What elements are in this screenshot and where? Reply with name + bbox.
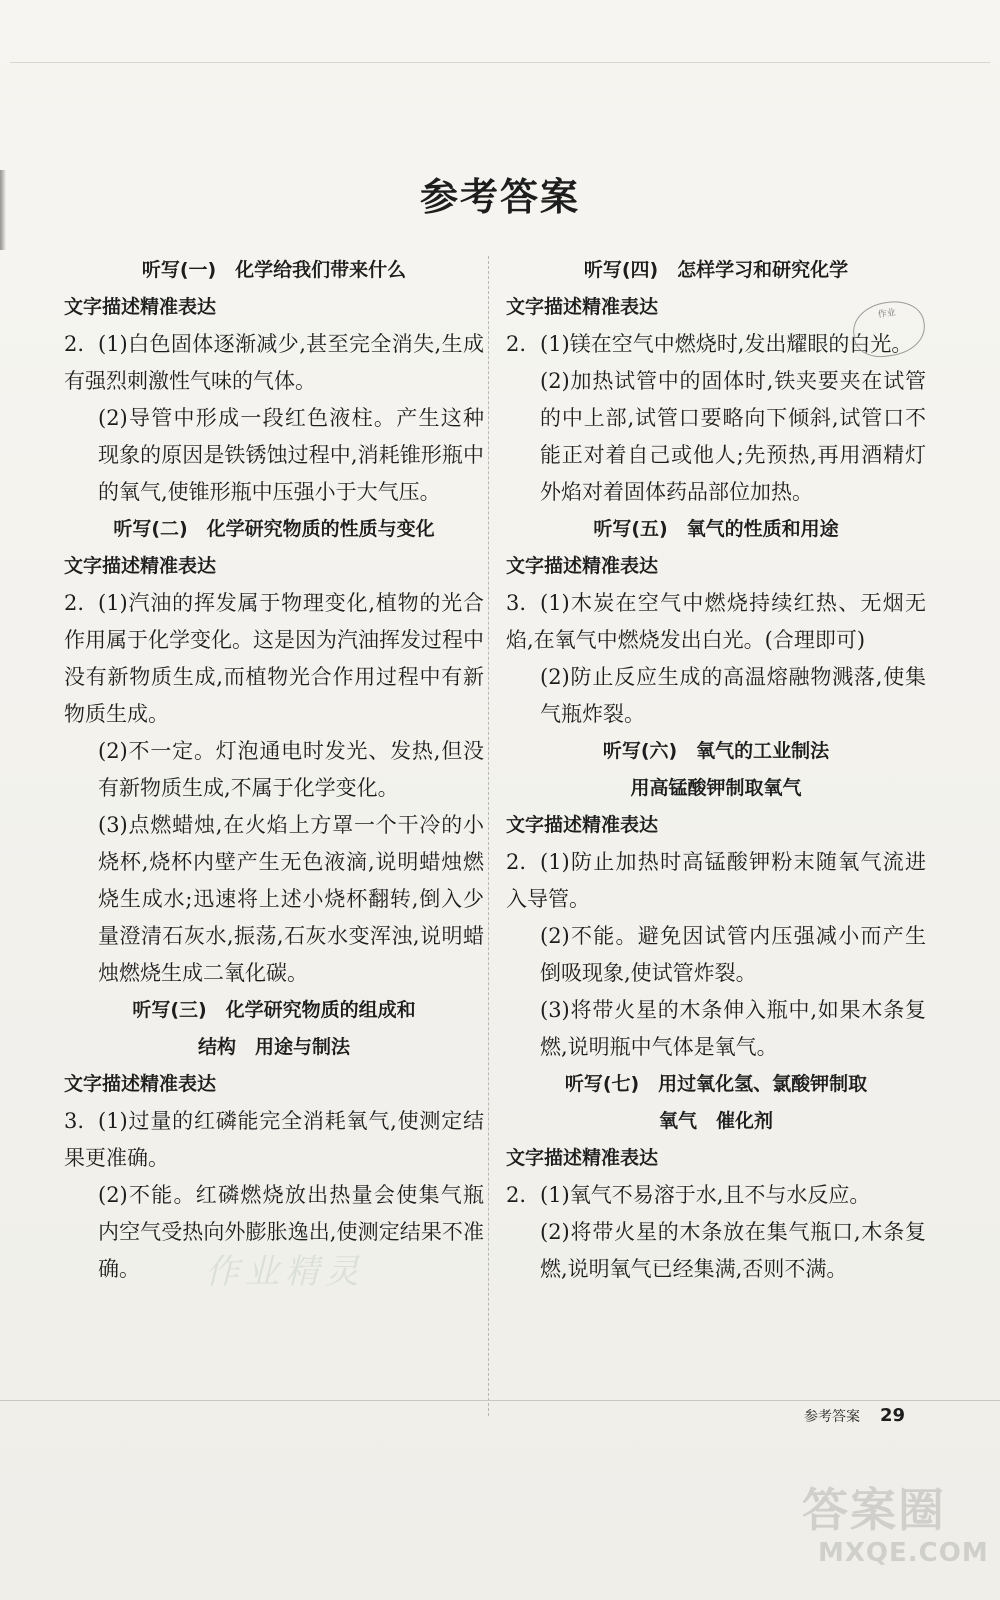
answer-text: (1)汽油的挥发属于物理变化,植物的光合作用属于化学变化。这是因为汽油挥发过程中没有新物质生成,而植物光合作用过程中有新物质生成。 xyxy=(64,591,484,726)
section-title-line2: 氧气 催化剂 xyxy=(658,1110,773,1132)
section-dictation-5 xyxy=(506,511,926,733)
question-number: 2. xyxy=(506,1183,527,1207)
section-title-line2: 结构 用途与制法 xyxy=(197,1036,350,1058)
answer-text: (1)白色固体逐渐减少,甚至完全消失,生成有强烈刺激性气味的气体。 xyxy=(64,332,484,393)
section-title: 听写(五) 氧气的性质和用途 xyxy=(593,518,839,540)
answer-paragraph xyxy=(506,585,926,659)
section-title: 听写(六) 氧气的工业制法 xyxy=(602,740,830,762)
question-number: 2. xyxy=(506,332,527,356)
footer-label: 参考答案 xyxy=(804,1409,860,1425)
answer-paragraph: (2)不能。避免因试管内压强减小而产生倒吸现象,使试管炸裂。 xyxy=(540,924,926,985)
answer-paragraph: (2)加热试管中的固体时,铁夹要夹在试管的中上部,试管口要略向下倾斜,试管口不能正对着自己或他人;先预热,再用酒精灯外焰对着固体药品部位加热。 xyxy=(540,369,926,504)
section-title-line2: 用高锰酸钾制取氧气 xyxy=(630,777,802,799)
answer-paragraph xyxy=(64,585,484,733)
question-number: 3. xyxy=(506,591,527,615)
section-dictation-2 xyxy=(64,511,484,992)
answer-paragraph xyxy=(64,326,484,400)
answer-paragraph xyxy=(506,1177,926,1214)
section-title: 听写(二) 化学研究物质的性质与变化 xyxy=(113,518,435,540)
answer-paragraph: (3)点燃蜡烛,在火焰上方罩一个干冷的小烧杯,烧杯内壁产生无色液滴,说明蜡烛燃烧生成水;迅速将上述小烧杯翻转,倒入少量澄清石灰水,振荡,石灰水变浑浊,说明蜡烛燃烧生成二氧化碳。 xyxy=(98,813,484,985)
answer-paragraph: (2)不一定。灯泡通电时发光、发热,但没有新物质生成,不属于化学变化。 xyxy=(98,739,484,800)
right-column xyxy=(506,252,926,1288)
answer-paragraph: (2)不能。红磷燃烧放出热量会使集气瓶内空气受热向外膨胀逸出,使测定结果不准确。 xyxy=(98,1183,484,1281)
answer-text: (1)氧气不易溶于水,且不与水反应。 xyxy=(540,1183,871,1207)
section-title: 听写(一) 化学给我们带来什么 xyxy=(141,259,407,281)
question-number: 2. xyxy=(64,591,85,615)
question-number: 2. xyxy=(506,850,527,874)
watermark-text: 作业精灵 xyxy=(205,1252,365,1292)
answer-text: (1)木炭在空气中燃烧持续红热、无烟无焰,在氧气中燃烧发出白光。(合理即可) xyxy=(506,591,926,652)
section-subtitle: 文字描述精准表达 xyxy=(506,555,659,577)
answer-paragraph: (2)导管中形成一段红色液柱。产生这种现象的原因是铁锈蚀过程中,消耗锥形瓶中的氧气,使锥形瓶中压强小于大气压。 xyxy=(98,406,484,504)
page-title: 参考答案 xyxy=(419,174,580,219)
section-subtitle: 文字描述精准表达 xyxy=(64,1073,217,1095)
section-dictation-7 xyxy=(506,1066,926,1288)
section-title: 听写(七) 用过氧化氢、氯酸钾制取 xyxy=(564,1073,868,1095)
page-number: 29 xyxy=(880,1405,906,1426)
section-dictation-1 xyxy=(64,252,484,511)
watermark-url: MXQE.COM xyxy=(818,1538,989,1568)
section-dictation-4 xyxy=(506,252,926,511)
left-column xyxy=(64,252,484,1288)
page-top-edge xyxy=(10,62,990,63)
section-subtitle: 文字描述精准表达 xyxy=(506,1147,659,1169)
answer-text: (1)镁在空气中燃烧时,发出耀眼的白光。 xyxy=(540,332,913,356)
answer-text: (1)过量的红磷能完全消耗氧气,使测定结果更准确。 xyxy=(64,1109,484,1170)
answer-paragraph xyxy=(506,844,926,918)
question-number: 3. xyxy=(64,1109,85,1133)
section-title: 听写(四) 怎样学习和研究化学 xyxy=(583,259,849,281)
answer-text: (1)防止加热时高锰酸钾粉末随氧气流进入导管。 xyxy=(506,850,926,911)
section-subtitle: 文字描述精准表达 xyxy=(506,296,659,318)
question-number: 2. xyxy=(64,332,85,356)
section-subtitle: 文字描述精准表达 xyxy=(64,296,217,318)
section-title: 听写(三) 化学研究物质的组成和 xyxy=(132,999,416,1021)
answer-paragraph: (2)防止反应生成的高温熔融物溅落,使集气瓶炸裂。 xyxy=(540,665,926,726)
answer-paragraph: (3)将带火星的木条伸入瓶中,如果木条复燃,说明瓶中气体是氧气。 xyxy=(540,998,926,1059)
section-dictation-6 xyxy=(506,733,926,1066)
section-subtitle: 文字描述精准表达 xyxy=(64,555,217,577)
section-subtitle: 文字描述精准表达 xyxy=(506,814,659,836)
answer-paragraph xyxy=(64,1103,484,1177)
watermark-logo: 答案圈 xyxy=(802,1483,946,1537)
column-divider xyxy=(488,256,489,1416)
answer-paragraph: (2)将带火星的木条放在集气瓶口,木条复燃,说明氧气已经集满,否则不满。 xyxy=(540,1220,926,1281)
footer-rule xyxy=(0,1400,1000,1401)
homework-stamp: 作业 xyxy=(850,297,929,360)
